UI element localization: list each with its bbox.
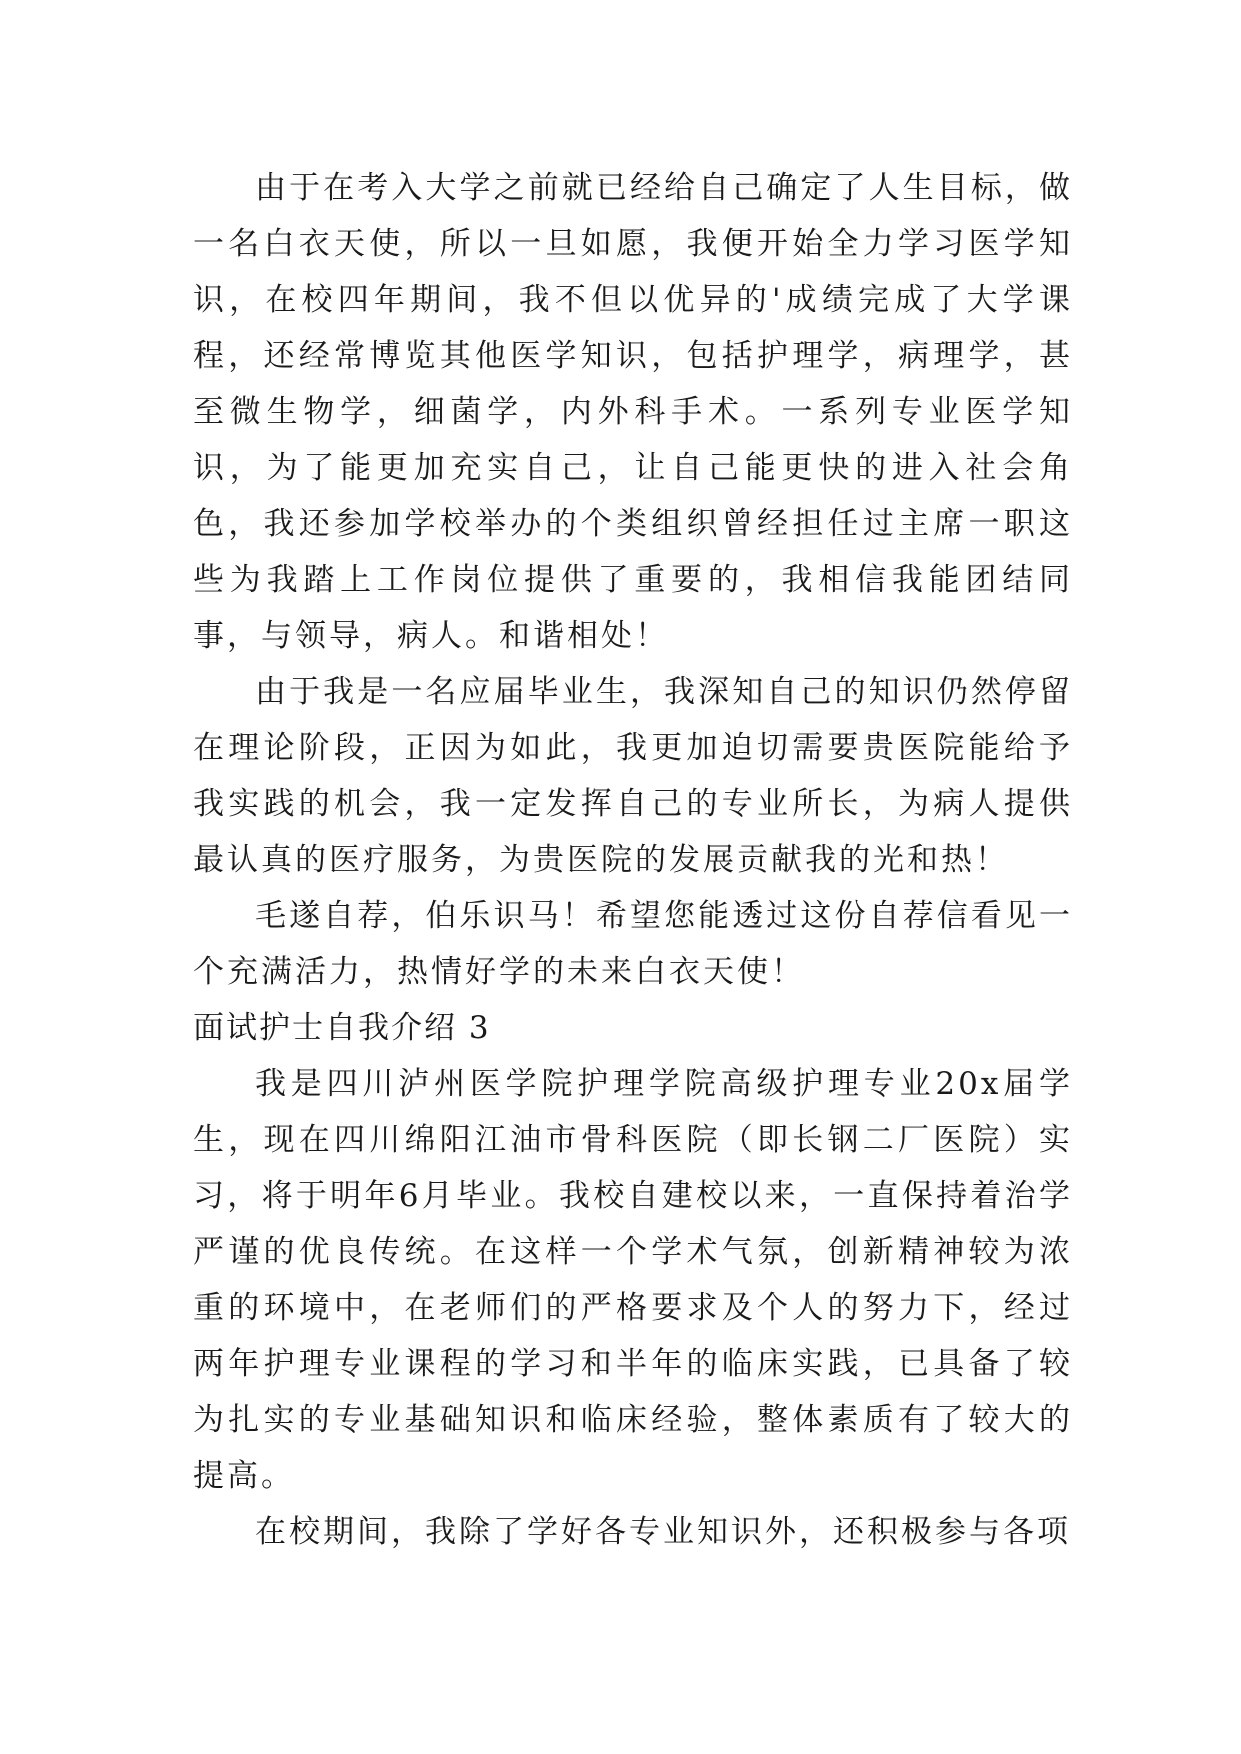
paragraph-graduate-request: 由于我是一名应届毕业生，我深知自己的知识仍然停留在理论阶段，正因为如此，我更加迫切需要贵医院能给予我实践的机会，我一定发挥自己的专业所长，为病人提供最认真的医疗服务，为贵医院的发展贡献我的光和热！ <box>193 674 1073 878</box>
paragraph-career-goal: 由于在考入大学之前就已经给自己确定了人生目标，做一名白衣天使，所以一旦如愿，我便开始全力学习医学知识，在校四年期间，我不但以优异的'成绩完成了大学课程，还经常博览其他医学知识，包括护理学，病理学，甚至微生物学，细菌学，内外科手术。一系列专业医学知识，为了能更加充实自己，让自己能更快的进入社会角色，我还参加学校举办的个类组织曾经担任过主席一职这些为我踏上工作岗位提供了重要的，我相信我能团结同事，与领导，病人。和谐相处！ <box>193 170 1073 654</box>
paragraph-self-introduction: 我是四川泸州医学院护理学院高级护理专业20x届学生，现在四川绵阳江油市骨科医院（即长钢二厂医院）实习，将于明年6月毕业。我校自建校以来，一直保持着治学严谨的优良传统。在这样一个学术气氛，创新精神较为浓重的环境中，在老师们的严格要求及个人的努力下，经过两年护理专业课程的学习和半年的临床实践，已具备了较为扎实的专业基础知识和临床经验，整体素质有了较大的提高。 <box>193 1066 1073 1494</box>
paragraph-school-activities: 在校期间，我除了学好各专业知识外，还积极参与各项 <box>255 1514 1071 1550</box>
document-body <box>193 160 1073 1560</box>
paragraph-closing: 毛遂自荐，伯乐识马！希望您能透过这份自荐信看见一个充满活力，热情好学的未来白衣天使！ <box>193 898 1073 990</box>
section-heading: 面试护士自我介绍 3 <box>193 1010 491 1046</box>
